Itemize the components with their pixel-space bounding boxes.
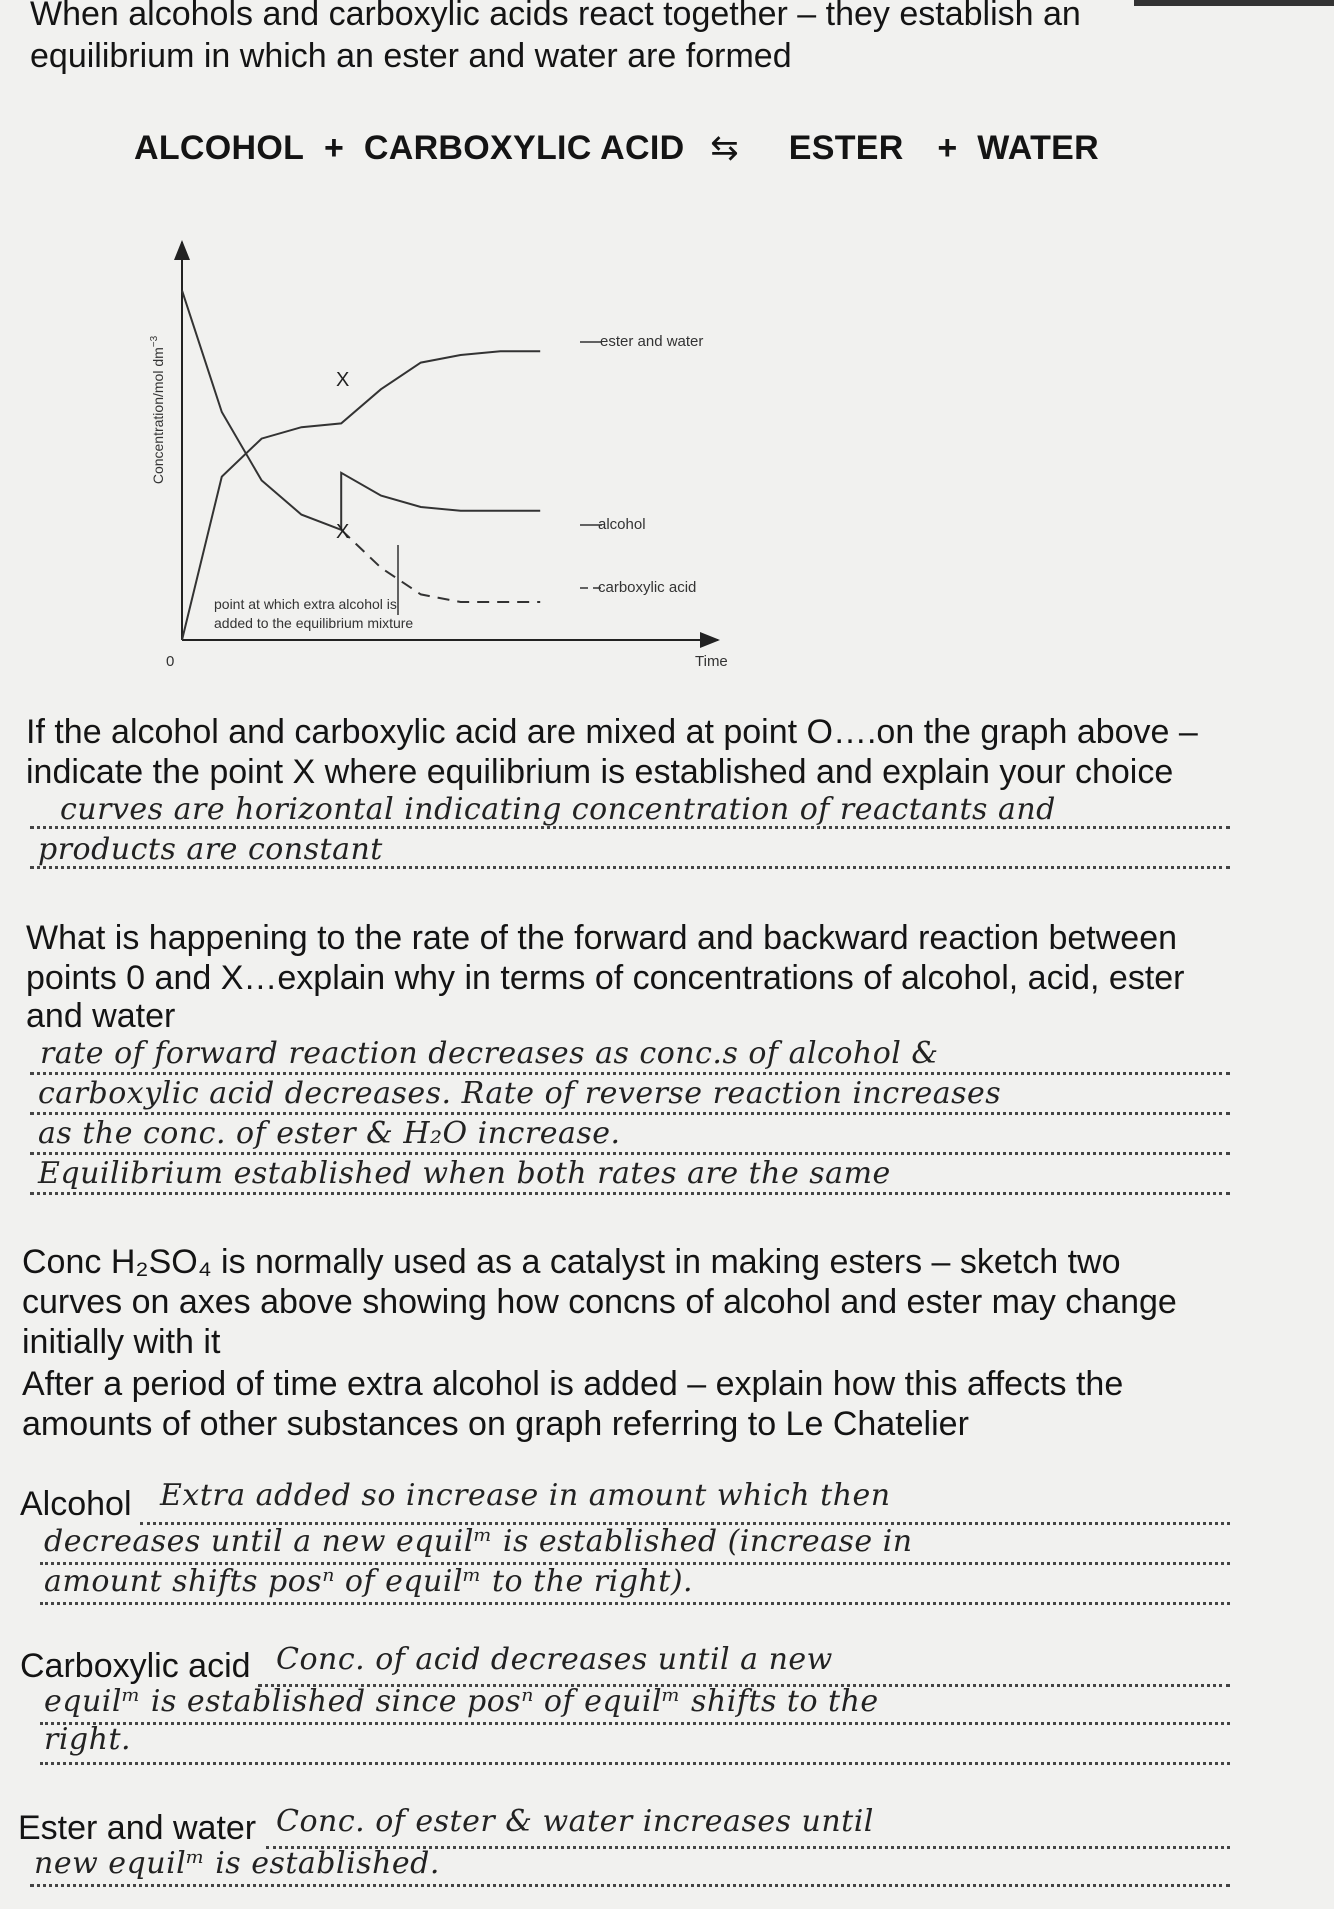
- eq-plus-2: +: [937, 129, 958, 167]
- carboxylic-acid-label: Carboxylic acid: [20, 1647, 251, 1685]
- ester-answer-1: Conc. of ester & water increases until: [276, 1804, 874, 1839]
- annotation-line-1: point at which extra alcohol is: [214, 596, 397, 612]
- eq-water: WATER: [977, 129, 1099, 167]
- acid-answer-2: equilᵐ is established since posⁿ of equilᵐ shifts to the: [44, 1684, 879, 1719]
- answer-line: [30, 1072, 1230, 1075]
- alcohol-answer-3: amount shifts posⁿ of equilᵐ to the right).: [44, 1564, 694, 1599]
- mark-x-lower: X: [336, 521, 350, 543]
- q2-answer-4: Equilibrium established when both rates are the same: [38, 1156, 891, 1191]
- answer-line: [30, 1884, 1230, 1887]
- concentration-time-graph: [140, 220, 740, 680]
- q3-line-5: amounts of other substances on graph referring to Le Chatelier: [22, 1405, 969, 1443]
- carboxylic-acid-curve: [341, 530, 540, 602]
- label-carboxylic-acid: carboxylic acid: [598, 579, 697, 596]
- answer-line: [40, 1762, 1230, 1765]
- annotation-line-2: added to the equilibrium mixture: [214, 615, 414, 631]
- q3-line-4: After a period of time extra alcohol is added – explain how this affects the: [22, 1365, 1124, 1403]
- alcohol-label: Alcohol: [20, 1485, 132, 1523]
- intro-line-2: equilibrium in which an ester and water are formed: [30, 37, 792, 75]
- answer-line: [30, 1192, 1230, 1195]
- eq-acid: CARBOXYLIC ACID: [363, 129, 685, 167]
- q1-answer-2: products are constant: [38, 832, 383, 867]
- top-right-dark-edge: [1134, 0, 1334, 6]
- origin-label: 0: [166, 653, 175, 670]
- intro-line-1: When alcohols and carboxylic acids react together – they establish an: [30, 0, 1081, 33]
- q2-line-1: What is happening to the rate of the forward and backward reaction between: [26, 919, 1178, 957]
- alcohol-answer-2: decreases until a new equilᵐ is established (increase in: [44, 1524, 913, 1559]
- q2-line-2: points 0 and X…explain why in terms of concentrations of alcohol, acid, ester: [26, 959, 1185, 997]
- q1-line-1: If the alcohol and carboxylic acid are mixed at point O….on the graph above –: [26, 713, 1198, 751]
- acid-answer-1: Conc. of acid decreases until a new: [276, 1642, 833, 1677]
- eq-ester: ESTER: [788, 129, 904, 167]
- acid-answer-3: right.: [44, 1722, 132, 1757]
- equilibrium-arrow-icon: ⇆: [710, 129, 739, 167]
- q3-line-3: initially with it: [22, 1323, 221, 1361]
- q2-answer-2: carboxylic acid decreases. Rate of reverse reaction increases: [38, 1076, 1002, 1111]
- reactants-curve: [182, 290, 341, 529]
- label-alcohol: alcohol: [598, 516, 646, 533]
- answer-line: [30, 1152, 1230, 1155]
- ester-answer-2: new equilᵐ is established.: [34, 1846, 440, 1881]
- label-ester-water: ester and water: [600, 333, 704, 350]
- word-equation: [134, 128, 1134, 168]
- q1-answer-1: curves are horizontal indicating concentration of reactants and: [60, 792, 1056, 827]
- ester-water-label: Ester and water: [18, 1809, 257, 1847]
- eq-plus-1: +: [323, 129, 345, 167]
- y-axis-label: Concentration/mol $dm^{-3}$: [149, 335, 166, 485]
- alcohol-answer-1: Extra added so increase in amount which then: [160, 1478, 891, 1513]
- eq-alcohol: ALCOHOL: [134, 129, 305, 167]
- q2-answer-3: as the conc. of ester & H₂O increase.: [38, 1116, 621, 1151]
- mark-x-upper: X: [336, 369, 350, 391]
- answer-line: [40, 1602, 1230, 1605]
- answer-line: [40, 1722, 1230, 1725]
- x-axis-label: Time: [695, 653, 728, 670]
- q3-line-2: curves on axes above showing how concns of alcohol and ester may change: [22, 1283, 1177, 1321]
- q2-line-3: and water: [26, 997, 176, 1035]
- q3-line-1: Conc H₂SO₄ is normally used as a catalyst in making esters – sketch two: [22, 1243, 1121, 1281]
- alcohol-curve: [341, 473, 540, 530]
- answer-line: [30, 1112, 1230, 1115]
- q1-line-2: indicate the point X where equilibrium is established and explain your choice: [26, 753, 1174, 791]
- q2-answer-1: rate of forward reaction decreases as conc.s of alcohol &: [40, 1036, 939, 1071]
